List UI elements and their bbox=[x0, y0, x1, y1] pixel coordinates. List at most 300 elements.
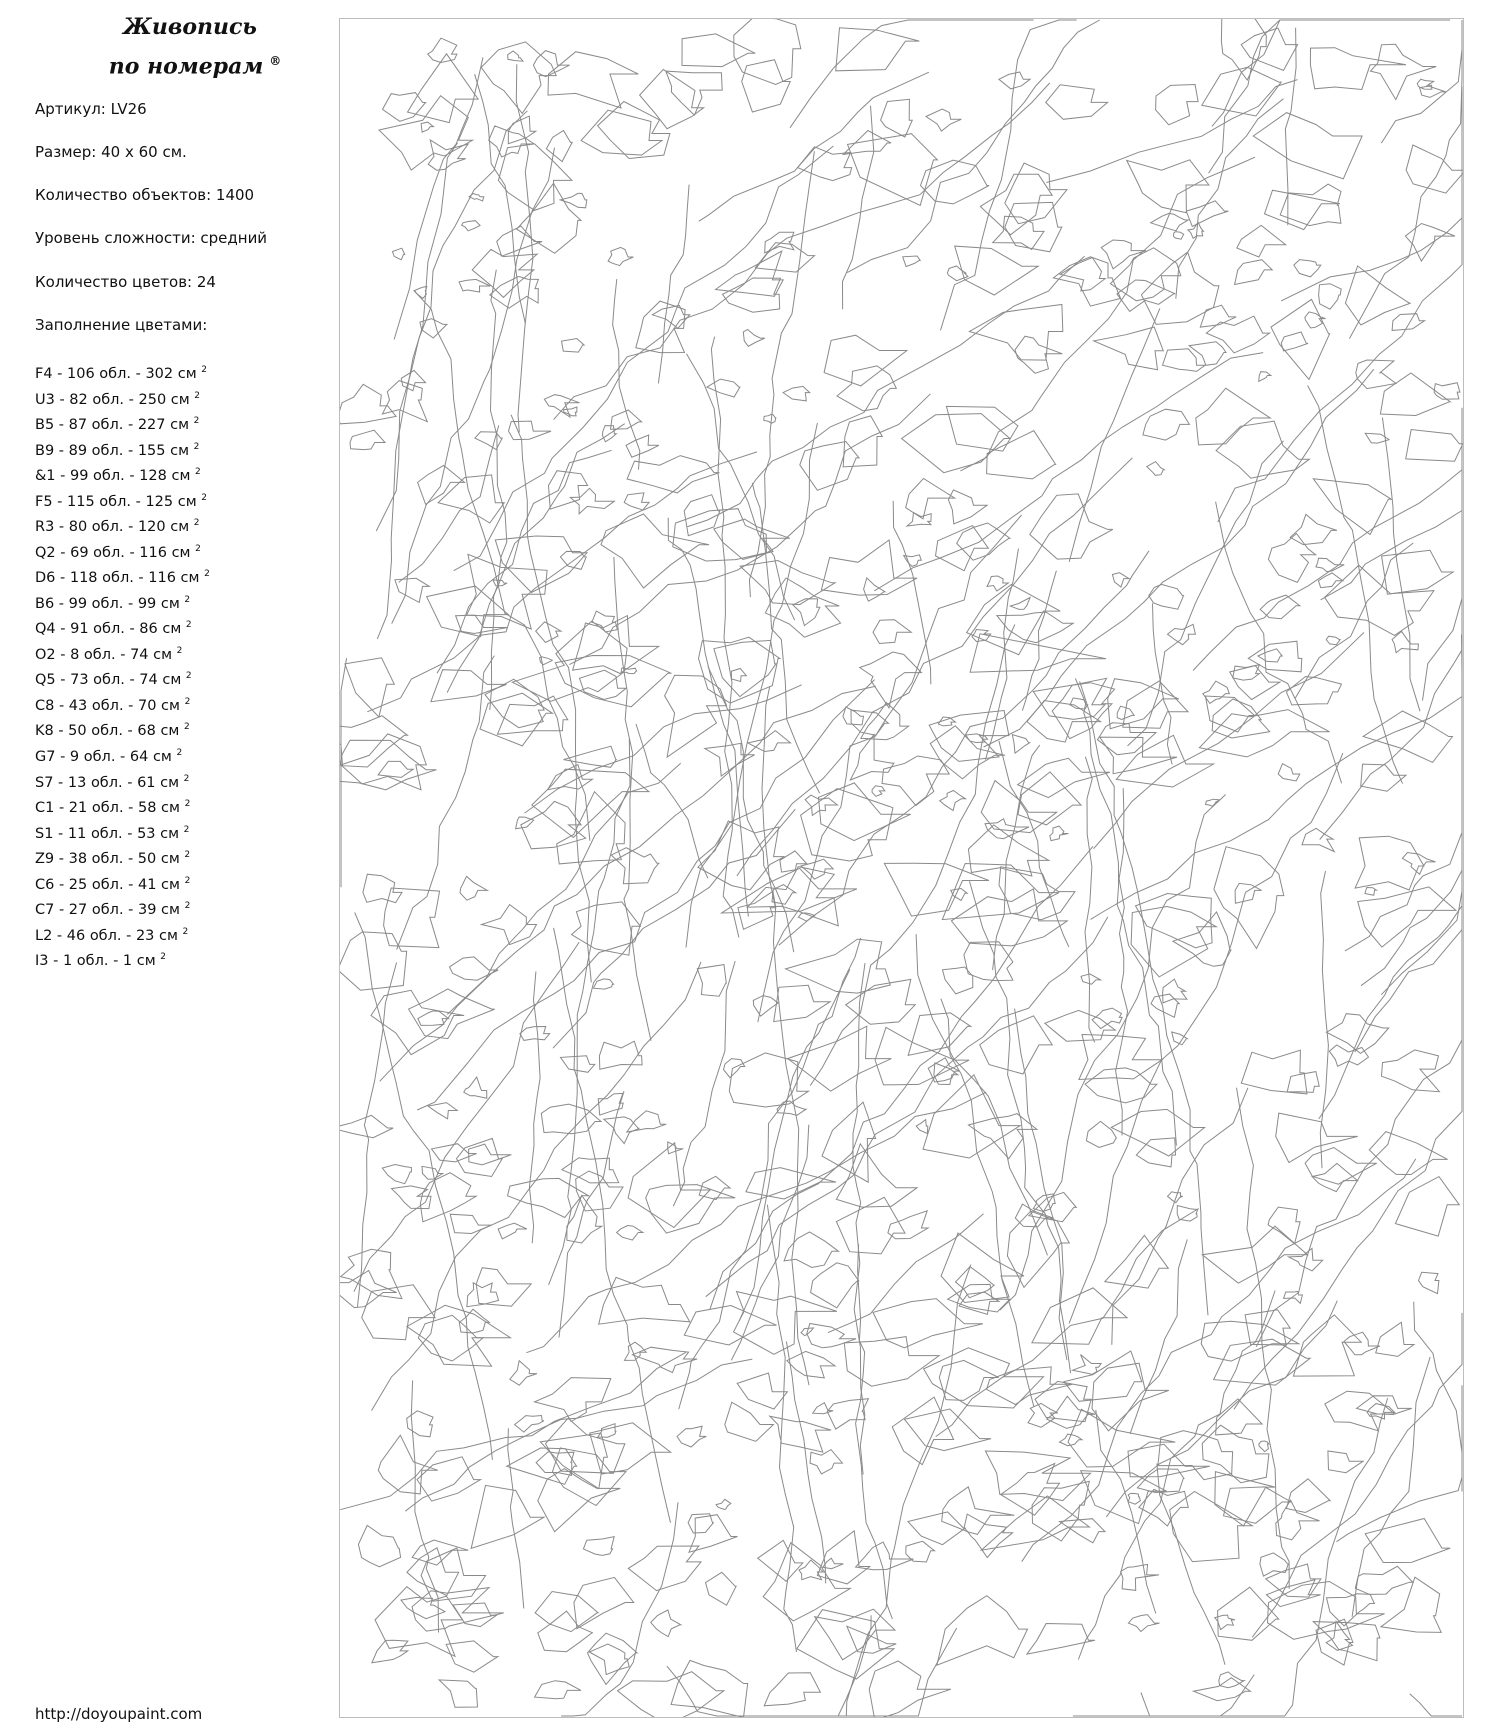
outline-path bbox=[1369, 1132, 1447, 1175]
outline-path bbox=[1073, 1355, 1102, 1375]
color-row: Q2 - 69 обл. - 116 см $^2$ bbox=[35, 543, 201, 561]
outline-path bbox=[1419, 1272, 1439, 1293]
outline-path bbox=[624, 493, 649, 510]
difficulty-label: Уровень сложности: средний bbox=[35, 229, 268, 247]
outline-path bbox=[1085, 757, 1095, 1043]
outline-path bbox=[856, 1244, 893, 1619]
outline-path bbox=[632, 1347, 697, 1372]
outline-path bbox=[482, 905, 537, 945]
outline-path bbox=[1186, 201, 1228, 227]
outline-path bbox=[1259, 1441, 1269, 1452]
outline-path bbox=[907, 513, 931, 527]
outline-path bbox=[1295, 543, 1413, 698]
outline-path bbox=[1015, 336, 1062, 373]
outline-path bbox=[1177, 1206, 1198, 1222]
outline-path bbox=[687, 354, 795, 621]
outline-path bbox=[1069, 753, 1343, 1323]
outline-path bbox=[888, 1211, 928, 1239]
outline-path bbox=[1237, 225, 1286, 257]
outline-path bbox=[350, 430, 385, 449]
outline-path bbox=[548, 52, 638, 108]
outline-path bbox=[697, 965, 726, 997]
outline-path bbox=[1209, 20, 1451, 173]
outline-path bbox=[1111, 1109, 1204, 1156]
outline-path bbox=[1212, 699, 1270, 738]
outline-path bbox=[651, 1610, 681, 1637]
outline-path bbox=[1286, 677, 1341, 705]
outline-path bbox=[1028, 1403, 1058, 1427]
outline-path bbox=[1233, 665, 1260, 680]
outline-path bbox=[589, 1644, 629, 1675]
outline-path bbox=[1151, 213, 1189, 230]
outline-path bbox=[1278, 764, 1300, 781]
outline-path bbox=[1108, 679, 1179, 729]
outline-path bbox=[671, 1660, 748, 1717]
outline-path bbox=[1355, 1566, 1413, 1594]
outline-path bbox=[1110, 248, 1180, 301]
outline-path bbox=[1358, 887, 1456, 947]
color-row: L2 - 46 обл. - 23 см $^2$ bbox=[35, 926, 189, 944]
outline-path bbox=[1281, 332, 1308, 351]
outline-path bbox=[1329, 1045, 1368, 1066]
outline-path bbox=[1318, 573, 1342, 588]
outline-path bbox=[836, 1144, 917, 1207]
outline-path bbox=[437, 450, 612, 673]
outline-path bbox=[378, 1435, 438, 1494]
outline-path bbox=[884, 863, 989, 916]
outline-path bbox=[1128, 1615, 1159, 1632]
brand-line-1: Живопись bbox=[123, 14, 257, 40]
outline-path bbox=[533, 51, 569, 77]
color-row: U3 - 82 обл. - 250 см $^2$ bbox=[35, 390, 201, 408]
outline-path bbox=[508, 51, 523, 61]
outline-path bbox=[407, 1548, 459, 1596]
outline-path bbox=[860, 652, 922, 708]
outline-path bbox=[593, 979, 613, 989]
outline-path bbox=[599, 1277, 690, 1324]
outline-path bbox=[851, 710, 888, 735]
outline-path bbox=[1294, 260, 1321, 277]
outline-path bbox=[1015, 1009, 1067, 1360]
outline-path bbox=[408, 54, 479, 123]
outline-path bbox=[943, 967, 973, 994]
outline-path bbox=[1406, 430, 1463, 462]
color-row: R3 - 80 обл. - 120 см $^2$ bbox=[35, 518, 200, 536]
outline-path bbox=[783, 386, 810, 401]
outline-path bbox=[428, 38, 457, 62]
outline-path bbox=[1078, 1291, 1275, 1660]
coloring-canvas bbox=[339, 18, 1464, 1718]
outline-path bbox=[1392, 314, 1425, 331]
outline-path bbox=[707, 379, 740, 397]
outline-path bbox=[446, 1641, 498, 1672]
outline-path bbox=[580, 670, 627, 699]
outline-path bbox=[510, 1361, 537, 1386]
outline-path bbox=[872, 786, 885, 797]
outline-path bbox=[873, 620, 911, 644]
outline-path bbox=[1173, 232, 1183, 240]
outline-path bbox=[345, 658, 394, 717]
outline-path bbox=[1018, 758, 1110, 797]
outline-path bbox=[428, 140, 468, 170]
color-row: B5 - 87 обл. - 227 см $^2$ bbox=[35, 416, 200, 433]
outline-path bbox=[431, 670, 507, 702]
outline-path bbox=[617, 1226, 643, 1241]
outline-path bbox=[1194, 1678, 1251, 1701]
outline-path bbox=[1271, 299, 1330, 379]
outline-path bbox=[699, 637, 780, 703]
outline-path bbox=[1121, 1564, 1159, 1590]
color-row: Q4 - 91 обл. - 86 см $^2$ bbox=[35, 620, 192, 638]
outline-path bbox=[937, 1596, 1028, 1666]
outline-path bbox=[955, 246, 1038, 295]
outline-path bbox=[340, 716, 408, 767]
outline-path bbox=[1381, 1577, 1441, 1632]
outline-path bbox=[765, 232, 794, 253]
outline-path bbox=[1069, 308, 1160, 562]
outline-path bbox=[1215, 1472, 1275, 1526]
outline-path bbox=[457, 1138, 503, 1176]
outline-path bbox=[752, 483, 819, 793]
outline-path bbox=[1268, 534, 1315, 583]
outline-path bbox=[921, 160, 990, 204]
outline-path bbox=[1170, 1492, 1253, 1562]
outline-path bbox=[739, 969, 850, 1321]
outline-path bbox=[893, 501, 931, 684]
outline-path bbox=[1381, 20, 1462, 143]
outline-path bbox=[763, 1543, 850, 1621]
outline-path bbox=[734, 1292, 837, 1355]
outline-path bbox=[836, 28, 920, 71]
outline-path bbox=[716, 1499, 731, 1509]
outline-path bbox=[1081, 974, 1101, 984]
outline-path bbox=[517, 183, 581, 253]
outline-path bbox=[636, 301, 685, 353]
outline-path bbox=[450, 1214, 491, 1233]
outline-path bbox=[658, 185, 689, 384]
outline-path bbox=[970, 881, 1071, 1373]
outline-path bbox=[614, 557, 651, 1041]
outline-path bbox=[383, 93, 426, 122]
outline-path bbox=[1105, 1235, 1169, 1288]
outline-path bbox=[737, 1373, 787, 1409]
outline-path bbox=[485, 679, 544, 728]
outline-path bbox=[822, 1102, 876, 1182]
outline-path bbox=[1094, 327, 1164, 370]
outline-path bbox=[1075, 678, 1176, 1145]
color-row: Z9 - 38 обл. - 50 см $^2$ bbox=[35, 850, 191, 867]
outline-path bbox=[716, 251, 784, 296]
outline-path bbox=[1434, 383, 1460, 400]
outline-path bbox=[372, 1640, 408, 1663]
outline-path bbox=[779, 551, 1149, 946]
outline-path bbox=[467, 1283, 499, 1307]
outline-path bbox=[636, 724, 708, 878]
outline-path bbox=[993, 216, 1044, 249]
outline-path bbox=[1286, 1479, 1330, 1513]
outline-path bbox=[538, 1469, 621, 1532]
color-row: O2 - 8 обл. - 74 см $^2$ bbox=[35, 645, 183, 663]
outline-path bbox=[1406, 145, 1463, 193]
outline-path bbox=[628, 1546, 701, 1591]
outline-path bbox=[981, 1496, 1089, 1550]
outline-path bbox=[490, 270, 507, 710]
outline-path bbox=[475, 432, 502, 450]
outline-path bbox=[574, 1577, 634, 1628]
outline-path bbox=[371, 990, 464, 1054]
color-row: D6 - 118 обл. - 116 см $^2$ bbox=[35, 569, 210, 587]
outline-path bbox=[740, 561, 835, 605]
outline-path bbox=[1193, 409, 1462, 670]
outline-path bbox=[421, 122, 433, 132]
outline-path bbox=[1086, 1121, 1116, 1147]
outline-path bbox=[1189, 342, 1226, 366]
outline-path bbox=[1163, 979, 1187, 1003]
outline-path bbox=[684, 1306, 776, 1346]
outline-path bbox=[392, 248, 404, 260]
outline-path bbox=[561, 1502, 678, 1716]
outline-path bbox=[844, 1337, 939, 1387]
outline-path bbox=[447, 424, 625, 693]
outline-path bbox=[985, 819, 1029, 839]
color-row: C6 - 25 обл. - 41 см $^2$ bbox=[35, 875, 191, 893]
outline-path bbox=[1001, 1464, 1060, 1516]
outline-path bbox=[743, 330, 765, 347]
outline-path bbox=[1080, 681, 1208, 1315]
outline-path bbox=[853, 963, 865, 1475]
outline-path bbox=[826, 1265, 971, 1717]
outline-path bbox=[951, 889, 967, 901]
outline-path bbox=[553, 1448, 627, 1506]
outline-path bbox=[1158, 1431, 1233, 1480]
outline-path bbox=[567, 1196, 602, 1244]
outline-path bbox=[1365, 888, 1377, 896]
size-label: Размер: 40 х 60 см. bbox=[35, 143, 187, 161]
outline-path bbox=[562, 339, 585, 353]
outline-path bbox=[903, 256, 921, 267]
outline-path bbox=[819, 783, 911, 841]
outline-path bbox=[1382, 1050, 1440, 1092]
outline-path bbox=[1260, 1553, 1288, 1576]
outline-path bbox=[1365, 1519, 1450, 1563]
outline-path bbox=[608, 247, 633, 265]
outline-path bbox=[688, 256, 1085, 526]
color-row: S7 - 13 обл. - 61 см $^2$ bbox=[35, 773, 190, 791]
outline-path bbox=[764, 414, 776, 423]
outline-path bbox=[507, 1448, 577, 1484]
outline-path bbox=[1046, 85, 1108, 120]
outline-path bbox=[1141, 252, 1219, 324]
outline-path bbox=[777, 1101, 806, 1115]
outline-path bbox=[828, 1214, 984, 1333]
outline-path bbox=[1128, 441, 1284, 746]
outline-path bbox=[801, 789, 893, 862]
outline-path bbox=[1032, 1481, 1089, 1541]
outline-path bbox=[1382, 550, 1454, 594]
outline-path bbox=[667, 1666, 900, 1716]
outline-path bbox=[581, 110, 662, 155]
brand-logo bbox=[60, 10, 320, 83]
outline-path bbox=[467, 554, 547, 629]
outline-path bbox=[1064, 1351, 1142, 1401]
outline-path bbox=[1268, 1582, 1385, 1640]
outline-path bbox=[980, 1016, 1052, 1074]
outline-path bbox=[827, 1399, 868, 1429]
outline-path bbox=[874, 353, 1263, 591]
outline-path bbox=[926, 109, 961, 131]
outline-path bbox=[1305, 312, 1326, 328]
outline-path bbox=[1168, 624, 1196, 644]
outline-path bbox=[1139, 1489, 1188, 1526]
outline-path bbox=[508, 116, 536, 144]
outline-path bbox=[1320, 871, 1328, 1168]
outline-path bbox=[535, 1378, 611, 1422]
outline-path bbox=[737, 458, 1133, 876]
outline-path bbox=[1027, 701, 1101, 743]
outline-path bbox=[1202, 67, 1281, 116]
outline-path bbox=[554, 928, 671, 1523]
outline-path bbox=[987, 431, 1056, 479]
outline-path bbox=[916, 1120, 928, 1134]
outline-path bbox=[1308, 386, 1403, 784]
outline-path bbox=[807, 1324, 856, 1348]
outline-path bbox=[999, 741, 1069, 947]
outline-path bbox=[810, 1450, 842, 1474]
outline-path bbox=[428, 1103, 457, 1119]
color-row: G7 - 9 обл. - 64 см $^2$ bbox=[35, 747, 183, 765]
outline-path bbox=[823, 1558, 844, 1569]
outline-path bbox=[1216, 1399, 1263, 1435]
outline-path bbox=[541, 1104, 601, 1134]
outline-path bbox=[377, 143, 457, 639]
outline-path bbox=[856, 1542, 914, 1570]
outline-path bbox=[1116, 788, 1128, 1135]
outline-path bbox=[1147, 462, 1164, 476]
outline-path bbox=[1128, 1493, 1140, 1504]
outline-path bbox=[881, 99, 913, 137]
outline-path bbox=[1293, 1315, 1361, 1376]
outline-path bbox=[1100, 737, 1177, 774]
colors-count-label: Количество цветов: 24 bbox=[35, 273, 216, 291]
outline-path bbox=[940, 791, 966, 811]
outline-path bbox=[993, 745, 1040, 970]
brand-line-2 bbox=[70, 44, 320, 83]
outline-path bbox=[412, 1588, 504, 1632]
outline-path bbox=[640, 69, 704, 128]
outline-path bbox=[725, 1402, 774, 1441]
outline-path bbox=[1370, 44, 1436, 99]
outline-path bbox=[627, 456, 719, 493]
outline-path bbox=[1355, 836, 1424, 890]
outline-path bbox=[1241, 1050, 1307, 1094]
outline-path bbox=[1248, 1398, 1387, 1716]
outline-path bbox=[1027, 1624, 1095, 1655]
outline-path bbox=[875, 1027, 969, 1085]
outline-path bbox=[439, 1680, 477, 1707]
outline-path bbox=[928, 1058, 959, 1082]
outline-path bbox=[742, 60, 791, 112]
article-label: Артикул: LV26 bbox=[35, 100, 147, 118]
outline-path bbox=[821, 540, 917, 595]
outline-path bbox=[546, 131, 572, 162]
outline-path bbox=[964, 1514, 1012, 1557]
line-art bbox=[340, 19, 1463, 1717]
outline-path bbox=[1136, 894, 1213, 948]
color-row: K8 - 50 обл. - 68 см $^2$ bbox=[35, 722, 190, 740]
outline-path bbox=[1203, 681, 1230, 703]
outline-path bbox=[1268, 1207, 1300, 1244]
outline-path bbox=[1237, 1088, 1290, 1589]
color-row: I3 - 1 обл. - 1 см $^2$ bbox=[35, 952, 167, 970]
outline-path bbox=[1218, 87, 1462, 523]
outline-path bbox=[1092, 1008, 1122, 1029]
outline-path bbox=[384, 888, 440, 948]
outline-path bbox=[414, 290, 590, 840]
outline-path bbox=[790, 20, 1034, 128]
outline-path bbox=[714, 519, 790, 559]
outline-path bbox=[1050, 826, 1069, 841]
outline-path bbox=[1030, 494, 1113, 559]
outline-path bbox=[1276, 1500, 1320, 1540]
outline-path bbox=[1316, 1619, 1353, 1665]
outline-path bbox=[1163, 349, 1206, 372]
outline-path bbox=[960, 157, 1255, 471]
outline-path bbox=[490, 276, 539, 308]
outline-path bbox=[787, 1351, 835, 1378]
outline-path bbox=[1414, 1302, 1462, 1492]
fill-heading: Заполнение цветами: bbox=[35, 316, 208, 334]
outline-path bbox=[964, 942, 1013, 981]
outline-path bbox=[447, 763, 680, 1014]
outline-path bbox=[1012, 735, 1029, 754]
outline-path bbox=[1137, 1469, 1184, 1493]
outline-path bbox=[708, 666, 794, 952]
outline-path bbox=[764, 1673, 820, 1706]
outline-path bbox=[362, 1285, 435, 1340]
outline-path bbox=[1117, 280, 1175, 311]
outline-path bbox=[1302, 828, 1334, 851]
outline-path bbox=[987, 1367, 1073, 1405]
outline-path bbox=[731, 669, 746, 682]
outline-path bbox=[548, 765, 593, 790]
color-row: S1 - 11 обл. - 53 см $^2$ bbox=[35, 824, 190, 842]
outline-path bbox=[1022, 1159, 1416, 1562]
outline-path bbox=[588, 1633, 638, 1684]
outline-path bbox=[395, 578, 429, 602]
outline-path bbox=[824, 335, 907, 386]
outline-path bbox=[850, 735, 894, 780]
outline-path bbox=[1010, 598, 1030, 610]
outline-path bbox=[797, 1610, 894, 1679]
outline-path bbox=[843, 106, 874, 310]
outline-path bbox=[559, 1091, 624, 1337]
outline-path bbox=[798, 147, 852, 181]
outline-path bbox=[392, 1186, 432, 1209]
outline-path bbox=[497, 696, 567, 734]
outline-path bbox=[947, 266, 968, 281]
outline-path bbox=[520, 1027, 550, 1041]
outline-path bbox=[1235, 260, 1273, 285]
outline-path bbox=[946, 406, 1018, 451]
outline-path bbox=[472, 249, 537, 297]
outline-path bbox=[682, 34, 755, 67]
outline-path bbox=[1256, 924, 1462, 1347]
outline-path bbox=[1127, 160, 1209, 213]
outline-path bbox=[1151, 994, 1179, 1017]
outline-path bbox=[1085, 1068, 1157, 1103]
outline-path bbox=[769, 1628, 957, 1716]
outline-path bbox=[774, 985, 830, 1021]
